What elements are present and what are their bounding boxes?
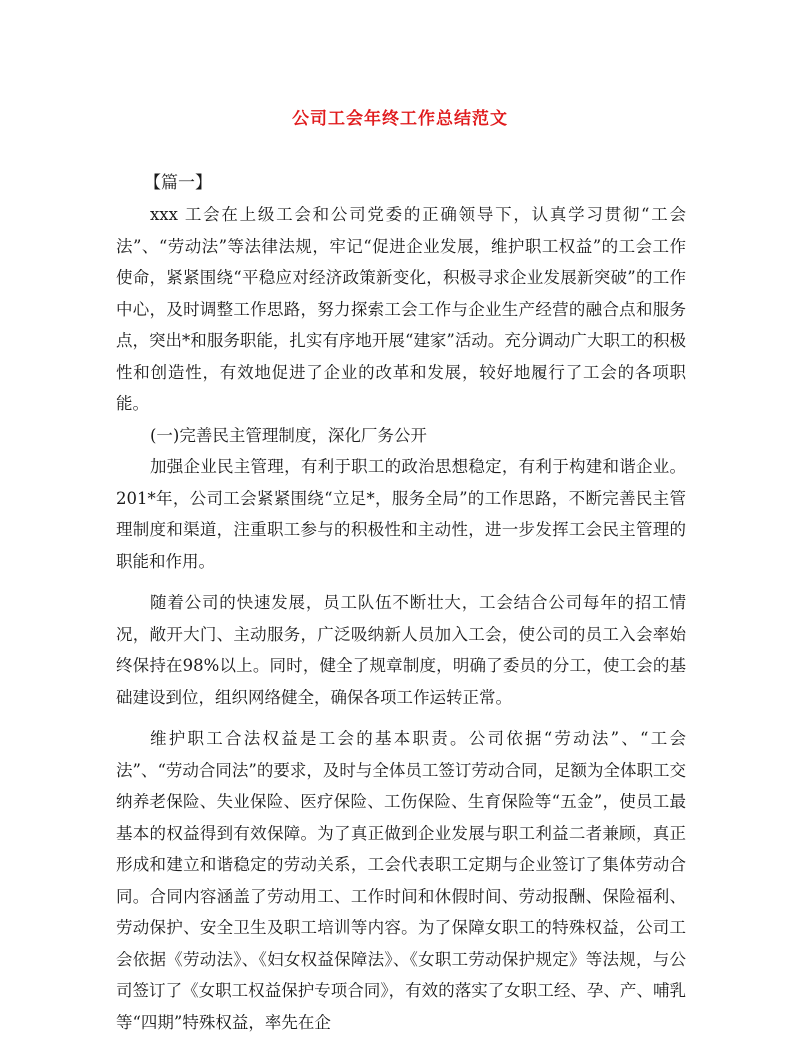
document-body bbox=[116, 168, 686, 1038]
subsection-heading: (一)完善民主管理制度，深化厂务公开 bbox=[150, 425, 427, 445]
paragraph-membership: 随着公司的快速发展，员工队伍不断壮大，工会结合公司每年的招工情况，敞开大门、主动服务，广泛吸纳新人员加入工会，使公司的员工入会率始终保持在98%以上。同时，健全了规章制度，明确了委员的分工，使工会的基础建设到位，组织网络健全，确保各项工作运转正常。 bbox=[116, 593, 686, 707]
paragraph-intro: xxx 工会在上级工会和公司党委的正确领导下，认真学习贯彻“工会法”、“劳动法”等法律法规，牢记“促进企业发展，维护职工权益”的工会工作使命，紧紧围绕“平稳应对经济政策新变化，积极寻求企业发展新突破”的工作中心，及时调整工作思路，努力探索工会工作与企业生产经营的融合点和服务点，突出*和服务职能，扎实有序地开展“建家”活动。充分调动广大职工的积极性和创造性，有效地促进了企业的改革和发展，较好地履行了工会的各项职能。 bbox=[116, 205, 686, 413]
paragraph-democratic-management: 加强企业民主管理，有利于职工的政治思想稳定，有利于构建和谐企业。201*年，公司工会紧紧围绕“立足*，服务全局”的工作思路，不断完善民主管理制度和渠道，注重职工参与的积极性和主动性，进一步发挥工会民主管理的职能和作用。 bbox=[116, 457, 686, 571]
document-title: 公司工会年终工作总结范文 bbox=[292, 109, 508, 129]
paragraph-rights: 维护职工合法权益是工会的基本职责。公司依据“劳动法”、“工会法”、“劳动合同法”的要求，及时与全体员工签订劳动合同，足额为全体职工交纳养老保险、失业保险、医疗保险、工伤保险、生育保险等“五金”，使员工最基本的权益得到有效保障。为了真正做到企业发展与职工利益二者兼顾，真正形成和建立和谐稳定的劳动关系，工会代表职工定期与企业签订了集体劳动合同。合同内容涵盖了劳动用工、工作时间和休假时间、劳动报酬、保险福利、劳动保护、安全卫生及职工培训等内容。为了保障女职工的特殊权益，公司工会依据《劳动法》、《妇女权益保障法》、《女职工劳动保护规定》等法规，与公司签订了《女职工权益保护专项合同》，有效的落实了女职工经、孕、产、哺乳等“四期”特殊权益，率先在企 bbox=[116, 729, 686, 1032]
section-label: 【篇一】 bbox=[144, 173, 212, 193]
